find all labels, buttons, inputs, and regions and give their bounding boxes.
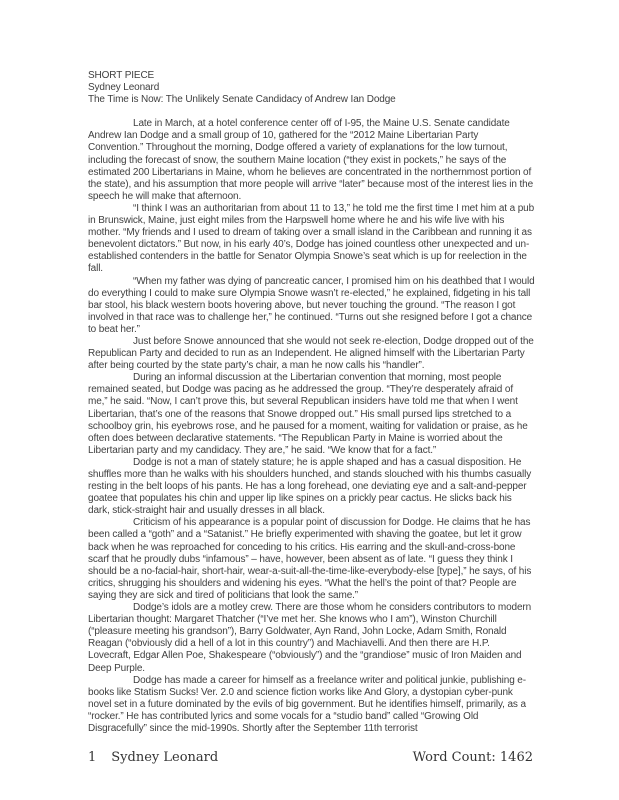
document-body [88, 118, 535, 735]
document-content [88, 70, 535, 735]
paragraph: Dodge is not a man of stately stature; he is apple shaped and has a casual disposition. He shuffles more than he walks with his shoulders hunched, and stands slouched with his thumbs casually resting in the belt loops of his pants. He has a long forehead, one deviating eye and a salt-and-pepper goatee that populates his chin and upper lip like spines on a prickly pear cactus. He slicks back his dark, stick-straight hair and usually dresses in all black. [88, 456, 532, 517]
footer-left [88, 750, 218, 765]
paragraph: Dodge has made a career for himself as a freelance writer and political junkie, publishing e-books like Statism Sucks! Ver. 2.0 and science fiction works like And Glory, a dystopian cyber-punk novel set in a future dominated by the evils of big government. But he identifies himself, primarily, as a “rocker.” He has contributed lyrics and some vocals for a “studio band” called “Growing Old Disgracefully” since the mid-1990s. Shortly after the September 11th terrorist [88, 674, 526, 734]
paragraph: “When my father was dying of pancreatic cancer, I promised him on his deathbed that I would do everything I could to make sure Olympia Snowe wasn’t re-elected,” he explained, fidgeting in his tall bar stool, his black western boots hovering above, but never touching the ground. “The reason I got involved in that race was to challenge her,” he continued. “Turns out she resigned before I got a chance to beat her.” [88, 275, 535, 335]
piece-type-label: SHORT PIECE [88, 70, 155, 81]
paragraph: Criticism of his appearance is a popular point of discussion for Dodge. He claims that he has been called a “goth” and a “Satanist.” He briefly experimented with shaving the goatee, but let it grow back when he was reproached for conceding to his critics. His earring and the skull-and-cross-bone scarf that he proudly dubs “infamous” – have, however, been absent as of late. “I guess they think I should be a no-facial-hair, short-hair, wear-a-suit-all-the-time-like-everybody-else [type],” he says, of his critics, shrugging his shoulders and widening his eyes. “What the hell’s the point of that? People are saying they are sick and tired of politicians that look the same.” [88, 517, 532, 601]
author-byline: Sydney Leonard [88, 82, 160, 94]
footer-author: Sydney Leonard [111, 750, 219, 765]
page-footer [88, 750, 533, 765]
paragraph: Just before Snowe announced that she would not seek re-election, Dodge dropped out of the Republican Party and decided to run as an Independent. He aligned himself with the Libertarian Party after being courted by the state party’s chair, a man he now calls his “handler”. [88, 335, 534, 372]
document-header [88, 70, 535, 106]
page-number: 1 [88, 750, 97, 765]
piece-title: The Time is Now: The Unlikely Senate Candidacy of Andrew Ian Dodge [88, 94, 396, 106]
paragraph: During an informal discussion at the Libertarian convention that morning, most people remained seated, but Dodge was pacing as he addressed the group. “They’re desperately afraid of me,” he said. “Now, I can’t prove this, but several Republican insiders have told me that when I went Libertarian, that’s one of the reasons that Snowe dropped out.” His small pursed lips stretched to a schoolboy grin, his eyebrows rose, and he paused for a moment, waiting for validation or praise, as he often does between declarative statements. “The Republican Party in Maine is worried about the Libertarian party and my candidacy. They are,” he said. “We know that for a fact.” [88, 372, 528, 456]
paragraph: Late in March, at a hotel conference center off of I-95, the Maine U.S. Senate candidate Andrew Ian Dodge and a small group of 10, gathered for the “2012 Maine Libertarian Party Convention.” Throughout the morning, Dodge offered a variety of explanations for the low turnout, including the forecast of snow, the southern Maine location (“they exist in pockets,” he says of the estimated 200 Libertarians in Maine, whom he believes are concentrated in the northernmost portion of the state), and his assumption that more people will arrive “later” because most of the interest lies in the speech he will make that afternoon. [88, 118, 534, 202]
paragraph: “I think I was an authoritarian from about 11 to 13,” he told me the first time I met him at a pub in Brunswick, Maine, just eight miles from the Harpswell home where he and his wife live with his mother. “My friends and I used to dream of taking over a small island in the Caribbean and running it as benevolent dictators.” But now, in his early 40’s, Dodge has joined countless other unexpected and un-established contenders in the battle for Senator Olympia Snowe’s seat which is up for reelection in the fall. [88, 202, 535, 275]
word-count: Word Count: 1462 [412, 750, 533, 765]
paragraph: Dodge’s idols are a motley crew. There are those whom he considers contributors to modern Libertarian thought: Margaret Thatcher (“I’ve met her. She knows who I am”), Winston Churchill (“pleasure meeting his grandson”), Barry Goldwater, Ayn Rand, John Locke, Adam Smith, Ronald Reagan (“obviously did a hell of a lot in this country”) and Machiavelli. And then there are H.P. Lovecraft, Edgar Allen Poe, Shakespeare (“obviously”) and the “grandiose” music of Iron Maiden and Deep Purple. [88, 602, 532, 674]
